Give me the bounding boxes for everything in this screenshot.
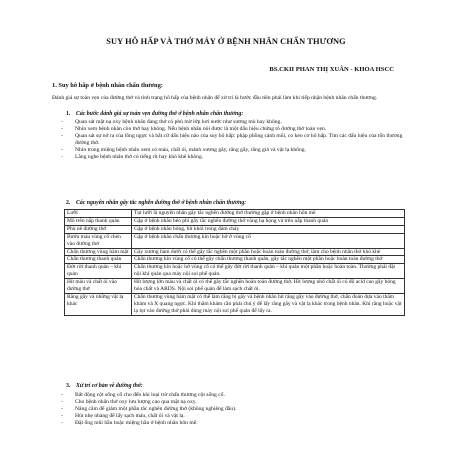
list-item: - Cho bệnh nhân thở oxy lưu lượng cao qua mặt nạ oxy.	[58, 399, 404, 406]
table-row	[65, 210, 405, 218]
description-cell: Chấn thương vùng hàm mặt có thể làm răng bị gãy và bệnh nhân hít răng gãy vào đường thở, chẩn đoán dựa vào thăm khám và X quang ngực. Khi thăm khám cần phải chú ý để lấy răng gãy và vật lạ khác trong bệnh nhân. Khi răng hoặc vật lạ lọt vào đường thở phải dùng máy nội soi phế quản để lấy ra.	[132, 293, 405, 315]
cause-cell: Phù nề đường thở	[65, 225, 132, 233]
subsection-heading-1	[66, 111, 243, 117]
list-item: - Nhìn trong miệng bệnh nhân xem có máu, chất ói, mảnh xương gãy, răng gãy, răng giả và vật lạ không.	[58, 147, 404, 154]
table-row	[65, 217, 405, 225]
table-row	[65, 233, 405, 248]
cause-cell: Chấn thương thanh quản	[65, 256, 132, 264]
table-row	[65, 248, 405, 256]
description-cell: Tụt lưỡi là nguyên nhân gây tắc nghẽn đường thở thường gặp ở bệnh nhân hôn mê	[132, 210, 405, 218]
subsection-number: 1.	[66, 111, 71, 117]
list-item: - Nâng cằm để giảm một phần tắc nghẽn đường thở (không nghiêng đầu).	[58, 406, 404, 413]
table-row	[65, 264, 405, 279]
document-title: SUY HÔ HẤP VÀ THỞ MÁY Ở BỆNH NHÂN CHẤN THƯƠNG	[106, 37, 346, 46]
assessment-steps-list	[58, 119, 404, 162]
cause-cell: Mô trên nắp thanh quản	[65, 217, 132, 225]
cause-cell: Lưỡi	[65, 210, 132, 218]
list-item: - Hút nhẹ nhàng để lấy sạch máu, chất ói và vật lạ.	[58, 413, 404, 420]
subsection-title: Xử trí cơ bản về đường thở:	[76, 383, 143, 389]
section-heading-1: 1. Suy hô hấp ở bệnh nhân chấn thương:	[52, 82, 163, 89]
description-cell: Gặp ở bệnh nhân chấn thương kín hoặc hở ở vùng cổ	[132, 233, 405, 248]
subsection-title: Các bước đánh giá sự toàn vẹn đường thở ở bệnh nhân chấn thương:	[76, 111, 244, 117]
table-row	[65, 225, 405, 233]
intro-paragraph: Đánh giá sự toàn vẹn của đường thở và tình trạng hô hấp của bệnh nhân để xử trí là bước đầu tiên phải làm khi tiếp nhận bệnh nhân chấn thương.	[52, 95, 378, 101]
subsection-title: Các nguyên nhân gây tắc nghẽn đường thở ở bệnh nhân chấn thương:	[76, 200, 247, 206]
subsection-number: 2.	[66, 200, 71, 206]
list-item: - Bất động cột sống cổ cho đến khi loại trừ chấn thương cột sống cổ.	[58, 392, 404, 399]
list-item: - Quan sát sự nở ra của lồng ngực và bắt cứ dấu hiệu nào của suy hô hấp: phập phồng cánh mũi, co kéo cơ hô hấp. Tìm các dấu hiệu của tổn thương đường thở.	[58, 133, 404, 147]
description-cell: Gặp ở bệnh nhân béo phì gây tắc nghẽn đường thở vùng hạ họng và trên nắp thanh quản	[132, 217, 405, 225]
description-cell: Gặp ở bệnh nhân bỏng, hít khói trong đám cháy	[132, 225, 405, 233]
table-row	[65, 256, 405, 264]
table-row	[65, 279, 405, 294]
airway-obstruction-causes-table	[64, 209, 405, 316]
list-item: - Nhìn xem bệnh nhân còn thở hay không. Nếu bệnh nhân nói được là một dấu hiệu chứng tỏ đường thở toàn vẹn.	[58, 126, 404, 133]
cause-cell: Đứt rời thanh quản – khí quản	[65, 264, 132, 279]
cause-cell: Chấn thương vùng hàm mặt	[65, 248, 132, 256]
list-item: - Quan sát mặt nạ oxy bệnh nhân đang thở có phủ mờ lớp hơi nước như sương mù hay không.	[58, 119, 404, 126]
description-cell: Chấn thương kín vùng cổ có thể gây chấn thương thanh quản, gây tắc nghẽn một phần hoặc hoàn toàn đường thở	[132, 256, 405, 264]
subsection-heading-3	[66, 383, 143, 389]
description-cell: Gãy xương hàm dưới có thể gây tắc nghẽn một phần hoặc hoàn toàn đường thở, làm cho bệnh nhân thở khó khè	[132, 248, 405, 256]
table-row	[65, 293, 405, 315]
basic-airway-management-list	[58, 392, 404, 427]
author-line: BS.CKII PHAN THỊ XUÂN - KHOA HSCC	[269, 66, 394, 73]
cause-cell: Hít máu và chất ói vào đường thở	[65, 279, 132, 294]
list-item: - Đặt ống mũi hầu hoặc miệng hầu ở bệnh nhân hôn mê.	[58, 420, 404, 427]
description-cell: Chấn thương kín hoặc hở vùng cổ có thể gây đứt rời thanh quản – khí quản một phần hoặc hoàn toàn. Thường phải đặt nội khí quản qua máy nội soi phế quản.	[132, 264, 405, 279]
cause-cell: Răng gãy và những vật lạ khác	[65, 293, 132, 315]
list-item: - Lắng nghe bệnh nhân thở có tiếng rít hay khò khè không.	[58, 154, 404, 161]
subsection-number: 3.	[66, 383, 71, 389]
subsection-heading-2	[66, 200, 246, 206]
cause-cell: Bướu máu vùng cổ chèn vào đường thở	[65, 233, 132, 248]
description-cell: Hít lượng lớn máu và chất ói có thể gây tắc nghẽn hoàn toàn đường thở. Hít lượng nhỏ chất ói có độ acid cao gây bỏng hóa chất và ARDS. Nội soi phế quản để làm sạch chất ói.	[132, 279, 405, 294]
